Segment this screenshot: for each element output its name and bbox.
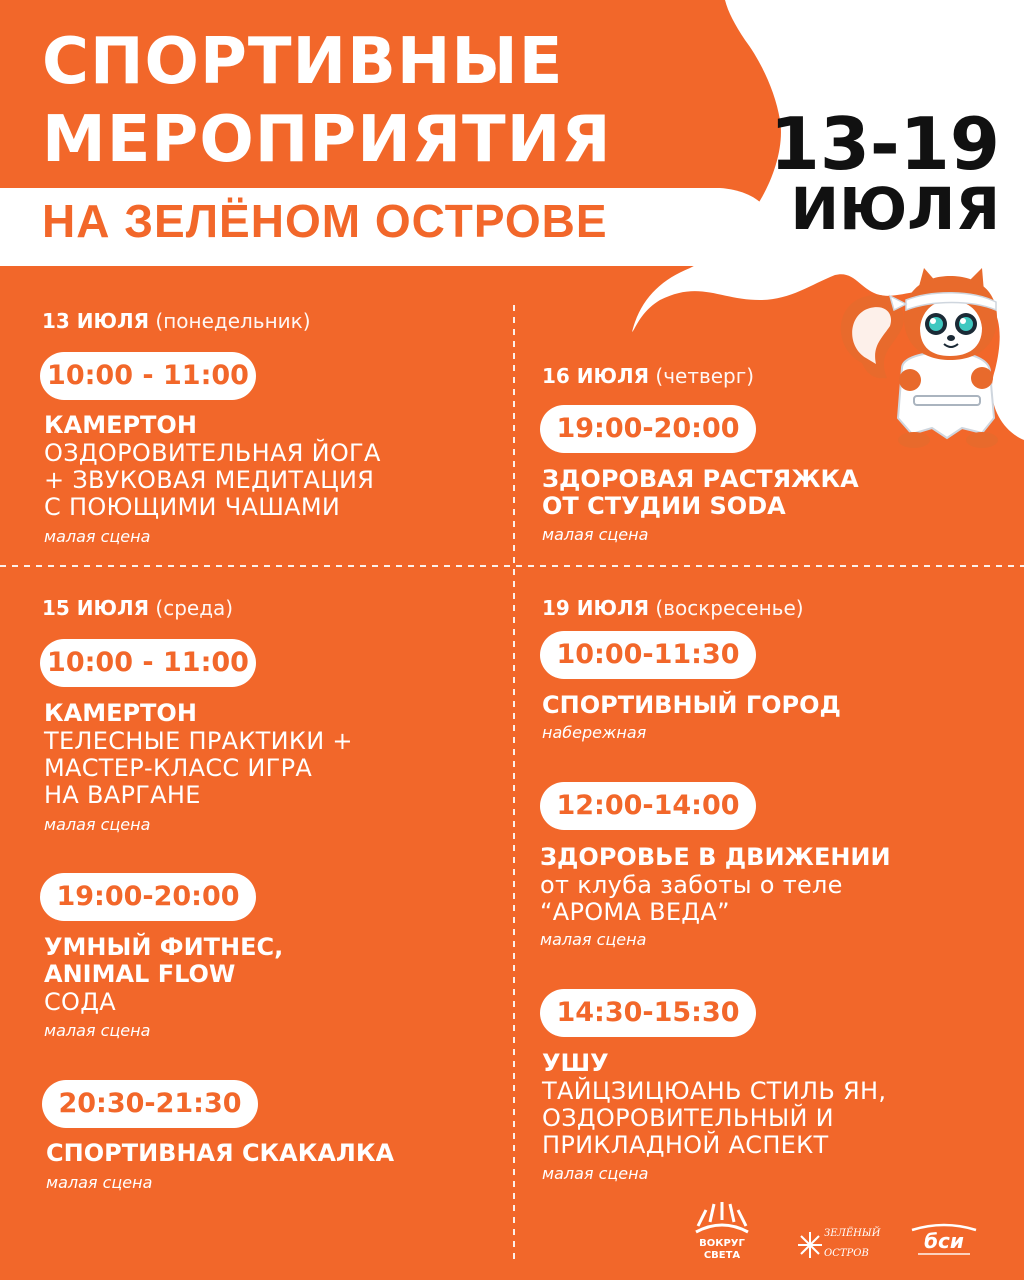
time-pill: 14:30-15:30 xyxy=(540,989,756,1037)
event-description: СОДА xyxy=(44,988,117,1016)
day-19-weekday: (воскресенье) xyxy=(655,596,804,620)
event-venue: малая сцена xyxy=(44,815,151,834)
vokrug-sveta-word1: ВОКРУГ xyxy=(699,1238,745,1249)
date-month: ИЮЛЯ xyxy=(790,175,1000,243)
vokrug-sveta-word2: СВЕТА xyxy=(703,1250,741,1261)
event-description: ОЗДОРОВИТЕЛЬНАЯ ЙОГА + ЗВУКОВАЯ МЕДИТАЦИЯ С ПОЮЩИМИ ЧАШАМИ xyxy=(44,439,381,521)
title-line-2: МЕРОПРИЯТИЯ xyxy=(42,103,612,177)
event-description: ТАЙЦЗИЦЮАНЬ СТИЛЬ ЯН, ОЗДОРОВИТЕЛЬНЫЙ И ПРИКЛАДНОЙ АСПЕКТ xyxy=(542,1077,887,1159)
day-15-weekday: (среда) xyxy=(155,596,234,620)
bsi-word: бси xyxy=(924,1229,964,1253)
vokrug-sveta-logo-icon xyxy=(690,1200,754,1264)
event-venue: малая сцена xyxy=(44,527,151,546)
day-19-date: 19 ИЮЛЯ xyxy=(542,596,650,620)
event-venue: малая сцена xyxy=(44,1021,151,1040)
zeleny-ostrov-logo-icon xyxy=(796,1218,881,1262)
event-title: КАМЕРТОН xyxy=(44,699,197,727)
day-13-header xyxy=(42,309,311,333)
event-title: СПОРТИВНЫЙ ГОРОД xyxy=(542,691,841,719)
event-venue: малая сцена xyxy=(542,1164,649,1183)
day-13-date: 13 ИЮЛЯ xyxy=(42,309,150,333)
event-description: от клуба заботы о теле “АРОМА ВЕДА” xyxy=(540,871,843,926)
subtitle: НА ЗЕЛЁНОМ ОСТРОВЕ xyxy=(42,195,608,247)
squirrel-mascot-icon xyxy=(832,268,1022,453)
time-pill: 19:00-20:00 xyxy=(540,405,756,453)
ostrov-word: ОСТРОВ xyxy=(824,1248,869,1259)
day-16-header xyxy=(542,364,754,388)
event-venue: малая сцена xyxy=(540,930,647,949)
date-range: 13-19 xyxy=(769,102,1000,186)
event-description: ТЕЛЕСНЫЕ ПРАКТИКИ + МАСТЕР-КЛАСС ИГРА НА ВАРГАНЕ xyxy=(44,727,353,809)
event-title: УМНЫЙ ФИТНЕС, ANIMAL FLOW xyxy=(44,933,284,988)
event-title: КАМЕРТОН xyxy=(44,411,197,439)
day-19-header xyxy=(542,596,804,620)
time-pill: 20:30-21:30 xyxy=(42,1080,258,1128)
day-13-weekday: (понедельник) xyxy=(155,309,311,333)
day-15-date: 15 ИЮЛЯ xyxy=(42,596,150,620)
day-15-header xyxy=(42,596,233,620)
event-venue: набережная xyxy=(542,723,647,742)
time-pill: 10:00-11:30 xyxy=(540,631,756,679)
event-title: СПОРТИВНАЯ СКАКАЛКА xyxy=(46,1139,395,1167)
time-pill: 10:00 - 11:00 xyxy=(40,352,256,400)
day-16-date: 16 ИЮЛЯ xyxy=(542,364,650,388)
time-pill: 19:00-20:00 xyxy=(40,873,256,921)
event-venue: малая сцена xyxy=(46,1173,153,1192)
time-pill: 12:00-14:00 xyxy=(540,782,756,830)
event-title: ЗДОРОВЬЕ В ДВИЖЕНИИ xyxy=(540,843,891,871)
day-16-weekday: (четверг) xyxy=(655,364,755,388)
zeleny-word: ЗЕЛЁНЫЙ xyxy=(824,1228,881,1239)
event-title: ЗДОРОВАЯ РАСТЯЖКА ОТ СТУДИИ SODA xyxy=(542,465,859,520)
event-venue: малая сцена xyxy=(542,525,649,544)
event-title: УШУ xyxy=(542,1049,609,1077)
time-pill: 10:00 - 11:00 xyxy=(40,639,256,687)
bsi-logo-icon xyxy=(908,1220,980,1260)
title-line-1: СПОРТИВНЫЕ xyxy=(42,25,564,99)
